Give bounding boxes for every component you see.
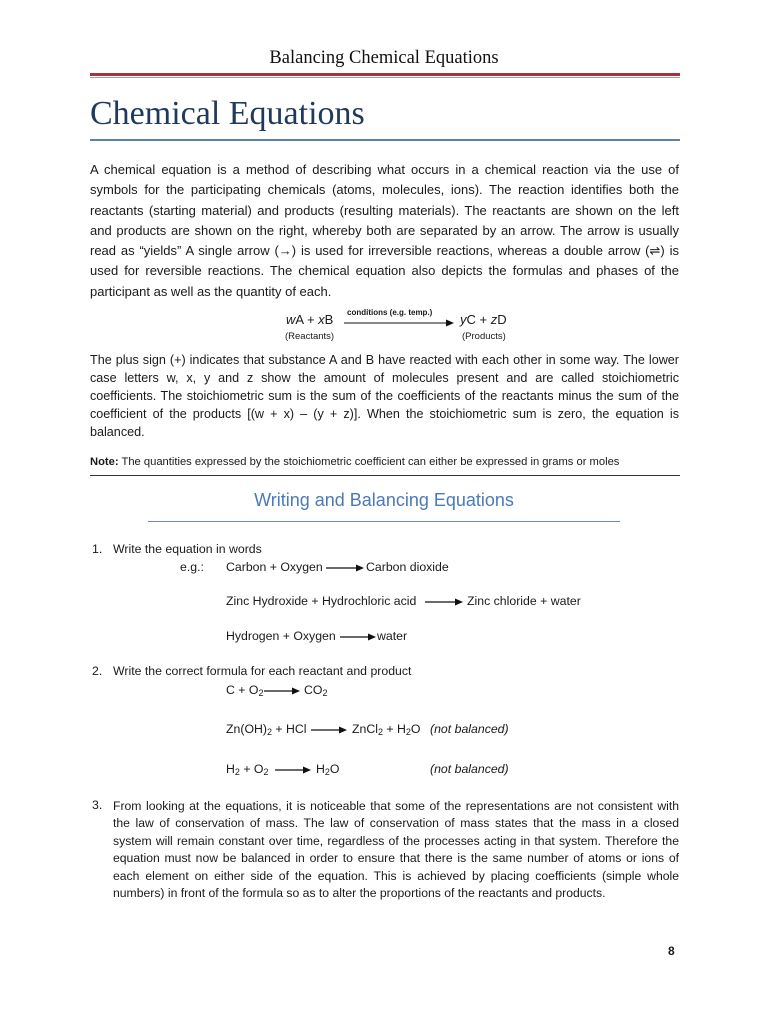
example-1-reactants: Carbon + Oxygen xyxy=(226,560,323,574)
formula-3-reactants: $H_2 + O_2$ xyxy=(226,762,269,777)
note-label: Note: xyxy=(90,456,119,468)
formula-2-products: ZnCl$_2$ + $H_2O$ xyxy=(352,722,421,737)
formula-2-reactants: $Zn(OH)_2$ + HCl xyxy=(226,722,307,737)
intro-text-2: ) is used for irreversible reactions, whereas a double arrow ( xyxy=(291,243,650,259)
arrow-icon xyxy=(425,598,463,606)
example-2-products: Zinc chloride + water xyxy=(467,594,581,608)
example-2-reactants: Zinc Hydroxide + Hydrochloric acid xyxy=(226,594,417,608)
arrow-icon xyxy=(264,687,300,695)
note xyxy=(90,456,619,468)
not-balanced-note: (not balanced) xyxy=(430,762,509,776)
title-underline xyxy=(90,139,680,141)
step-3-text: From looking at the equations, it is noticeable that some of the representations are not consistent with the law of conservation of mass. The law of conservation of mass states that the mass in a closed system will remain constant over time, regardless of the processes acting in that system. Therefore the equation must now be balanced in order to ensure that there is the same number of atoms or ions of each element on either side of the equation. This is achieved by placing coefficients (simple whole numbers) in front of the formula so as to alter the proportions of the reactants and products. xyxy=(113,799,679,901)
page-number: 8 xyxy=(668,944,675,958)
header-rule-secondary xyxy=(90,77,680,78)
section-divider xyxy=(90,475,680,476)
step-3-number: 3. xyxy=(92,798,103,812)
page-title: Chemical Equations xyxy=(90,95,365,132)
step-2-text: Write the correct formula for each reactant and product xyxy=(113,664,412,678)
explanation-paragraph: The plus sign (+) indicates that substance A and B have reacted with each other in some way. The lower case letters w, x, y and z show the amount of molecules present and are called stoichiometric coefficients. The stoichiometric sum is the sum of the coefficients of the reactants minus the sum of the coefficient of the products [(w + x) – (y + z)]. When the stoichiometric sum is zero, the equation is balanced. xyxy=(90,353,679,439)
reactants-label: (Reactants) xyxy=(285,331,335,342)
not-balanced-note: (not balanced) xyxy=(430,722,509,736)
formula-3-products: $H_2O$ xyxy=(316,762,340,777)
formula-1-products: $CO_2$ xyxy=(304,683,328,698)
intro-text-3: ) is used for reversible reactions. The chemical equation also depicts the formulas and phases of the participant as well as the quantity of each. xyxy=(90,243,679,299)
formula-1-reactants: $C + O_2$ xyxy=(226,683,264,698)
step-1-text: Write the equation in words xyxy=(113,542,262,556)
step-1-number: 1. xyxy=(92,542,103,556)
equation-condition: conditions (e.g. temp.) xyxy=(347,308,433,317)
step-2-number: 2. xyxy=(92,664,103,678)
intro-text-1: A chemical equation is a method of describing what occurs in a chemical reaction via the use of symbols for the participating chemicals (atoms, molecules, ions). The reaction identifies both the reactants (starting material) and products (resulting materials). The reactants are shown on the left and products are shown on the right, whereby both are separated by an arrow. The arrow is usually read as “yields” A single arrow ( xyxy=(90,162,679,259)
example-label: e.g.: xyxy=(180,560,204,574)
example-3-products: water xyxy=(377,629,408,643)
example-1-products: Carbon dioxide xyxy=(366,560,449,574)
note-text: The quantities expressed by the stoichiometric coefficient can either be expressed in grams or moles xyxy=(118,456,620,468)
arrow-icon xyxy=(340,633,376,641)
arrow-icon xyxy=(311,726,347,734)
arrow-icon xyxy=(326,564,364,572)
products-label: (Products) xyxy=(462,331,506,342)
generic-equation xyxy=(282,308,522,348)
equation-products: yC + zD xyxy=(460,312,507,327)
single-arrow-symbol: → xyxy=(278,243,292,259)
example-3-reactants: Hydrogen + Oxygen xyxy=(226,629,336,643)
header-rule xyxy=(90,73,680,76)
intro-paragraph xyxy=(90,160,679,302)
running-header: Balancing Chemical Equations xyxy=(269,48,499,68)
equation-reactants: wA + xB xyxy=(286,312,334,327)
yield-arrow-icon xyxy=(344,319,454,327)
arrow-icon xyxy=(275,766,311,774)
double-arrow-symbol: ⇌ xyxy=(649,243,661,259)
section-title-underline xyxy=(148,521,620,522)
section-title: Writing and Balancing Equations xyxy=(254,490,514,510)
